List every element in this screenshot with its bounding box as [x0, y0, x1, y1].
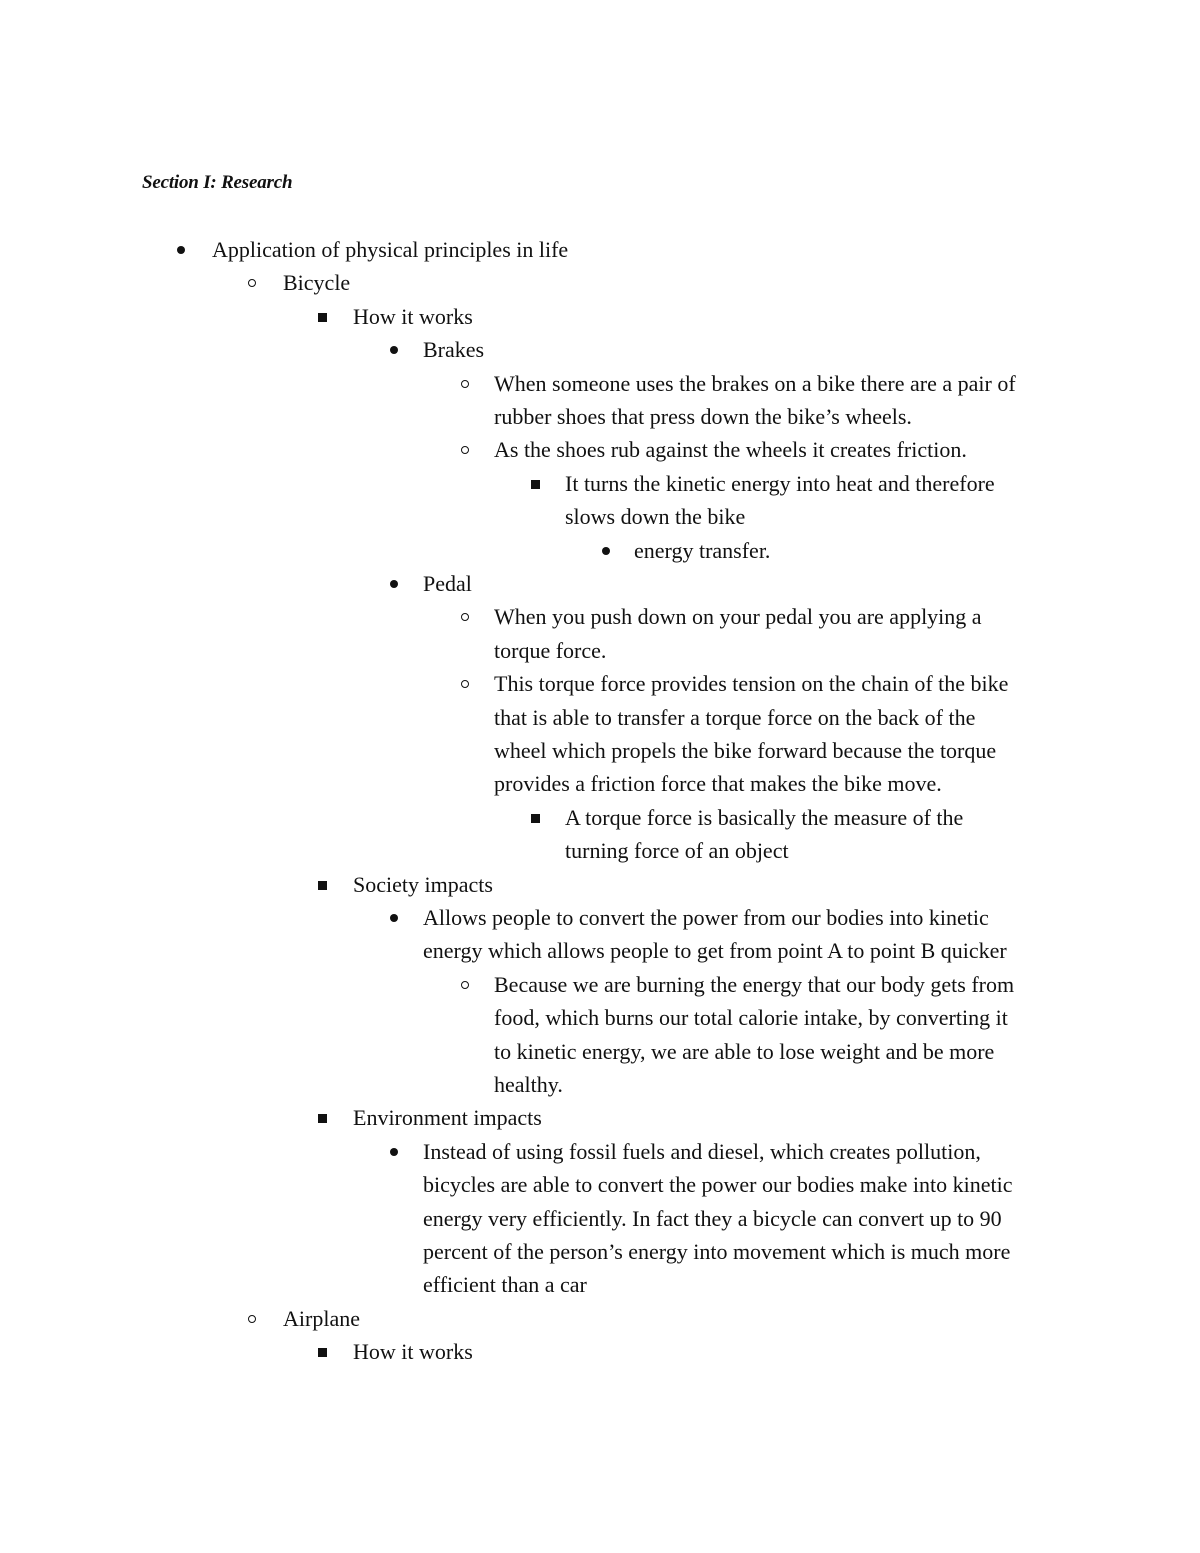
disc-bullet-icon — [390, 346, 398, 354]
outline-line: When you push down on your pedal you are applying a — [494, 604, 982, 629]
outline-line: As the shoes rub against the wheels it creates friction. — [494, 437, 967, 462]
circle-bullet-icon — [248, 1315, 256, 1323]
outline-line: When someone uses the brakes on a bike there are a pair of — [494, 371, 1016, 396]
outline-line: energy which allows people to get from point A to point B quicker — [423, 938, 1007, 963]
circle-bullet-icon — [461, 380, 469, 388]
outline-line: Allows people to convert the power from our bodies into kinetic — [423, 905, 989, 930]
outline-line: Application of physical principles in life — [212, 237, 569, 262]
outline-line: efficient than a car — [423, 1272, 587, 1297]
outline-line: Environment impacts — [353, 1105, 542, 1130]
disc-bullet-icon — [390, 1148, 398, 1156]
circle-bullet-icon — [461, 981, 469, 989]
disc-bullet-icon — [602, 547, 610, 555]
outline-line: Brakes — [423, 337, 485, 362]
outline-line: to kinetic energy, we are able to lose weight and be more — [494, 1039, 995, 1064]
outline-line: wheel which propels the bike forward because the torque — [494, 738, 997, 763]
outline-line: turning force of an object — [565, 838, 789, 863]
outline-line: Bicycle — [283, 270, 351, 295]
circle-bullet-icon — [248, 279, 256, 287]
disc-bullet-icon — [177, 246, 185, 254]
circle-bullet-icon — [461, 680, 469, 688]
outline-line: energy transfer. — [634, 538, 771, 563]
outline-line: healthy. — [494, 1072, 563, 1097]
square-bullet-icon — [531, 814, 540, 823]
outline-line: This torque force provides tension on the chain of the bike — [494, 671, 1009, 696]
square-bullet-icon — [318, 881, 327, 890]
outline-line: Instead of using fossil fuels and diesel, which creates pollution, — [423, 1139, 981, 1164]
square-bullet-icon — [318, 313, 327, 322]
disc-bullet-icon — [390, 914, 398, 922]
square-bullet-icon — [318, 1114, 327, 1123]
outline-line: How it works — [353, 304, 473, 329]
outline-line: provides a friction force that makes the bike move. — [494, 771, 942, 796]
outline-line: bicycles are able to convert the power our bodies make into kinetic — [423, 1172, 1013, 1197]
outline-line: Pedal — [423, 571, 472, 596]
outline-line: that is able to transfer a torque force on the back of the — [494, 705, 976, 730]
outline-line: percent of the person’s energy into movement which is much more — [423, 1239, 1011, 1264]
square-bullet-icon — [318, 1348, 327, 1357]
square-bullet-icon — [531, 480, 540, 489]
disc-bullet-icon — [390, 580, 398, 588]
circle-bullet-icon — [461, 446, 469, 454]
outline-line: rubber shoes that press down the bike’s wheels. — [494, 404, 912, 429]
outline-line: torque force. — [494, 638, 607, 663]
outline-line: Airplane — [283, 1306, 360, 1331]
outline-line: How it works — [353, 1339, 473, 1364]
outline-line: Society impacts — [353, 872, 493, 897]
outline-line: energy very efficiently. In fact they a bicycle can convert up to 90 — [423, 1206, 1002, 1231]
outline-line: Because we are burning the energy that our body gets from — [494, 972, 1015, 997]
outline-line: food, which burns our total calorie intake, by converting it — [494, 1005, 1008, 1030]
outline-line: slows down the bike — [565, 504, 746, 529]
outline-line: It turns the kinetic energy into heat and therefore — [565, 471, 995, 496]
section-heading: Section I: Research — [142, 172, 293, 193]
outline-line: A torque force is basically the measure of the — [565, 805, 964, 830]
circle-bullet-icon — [461, 613, 469, 621]
